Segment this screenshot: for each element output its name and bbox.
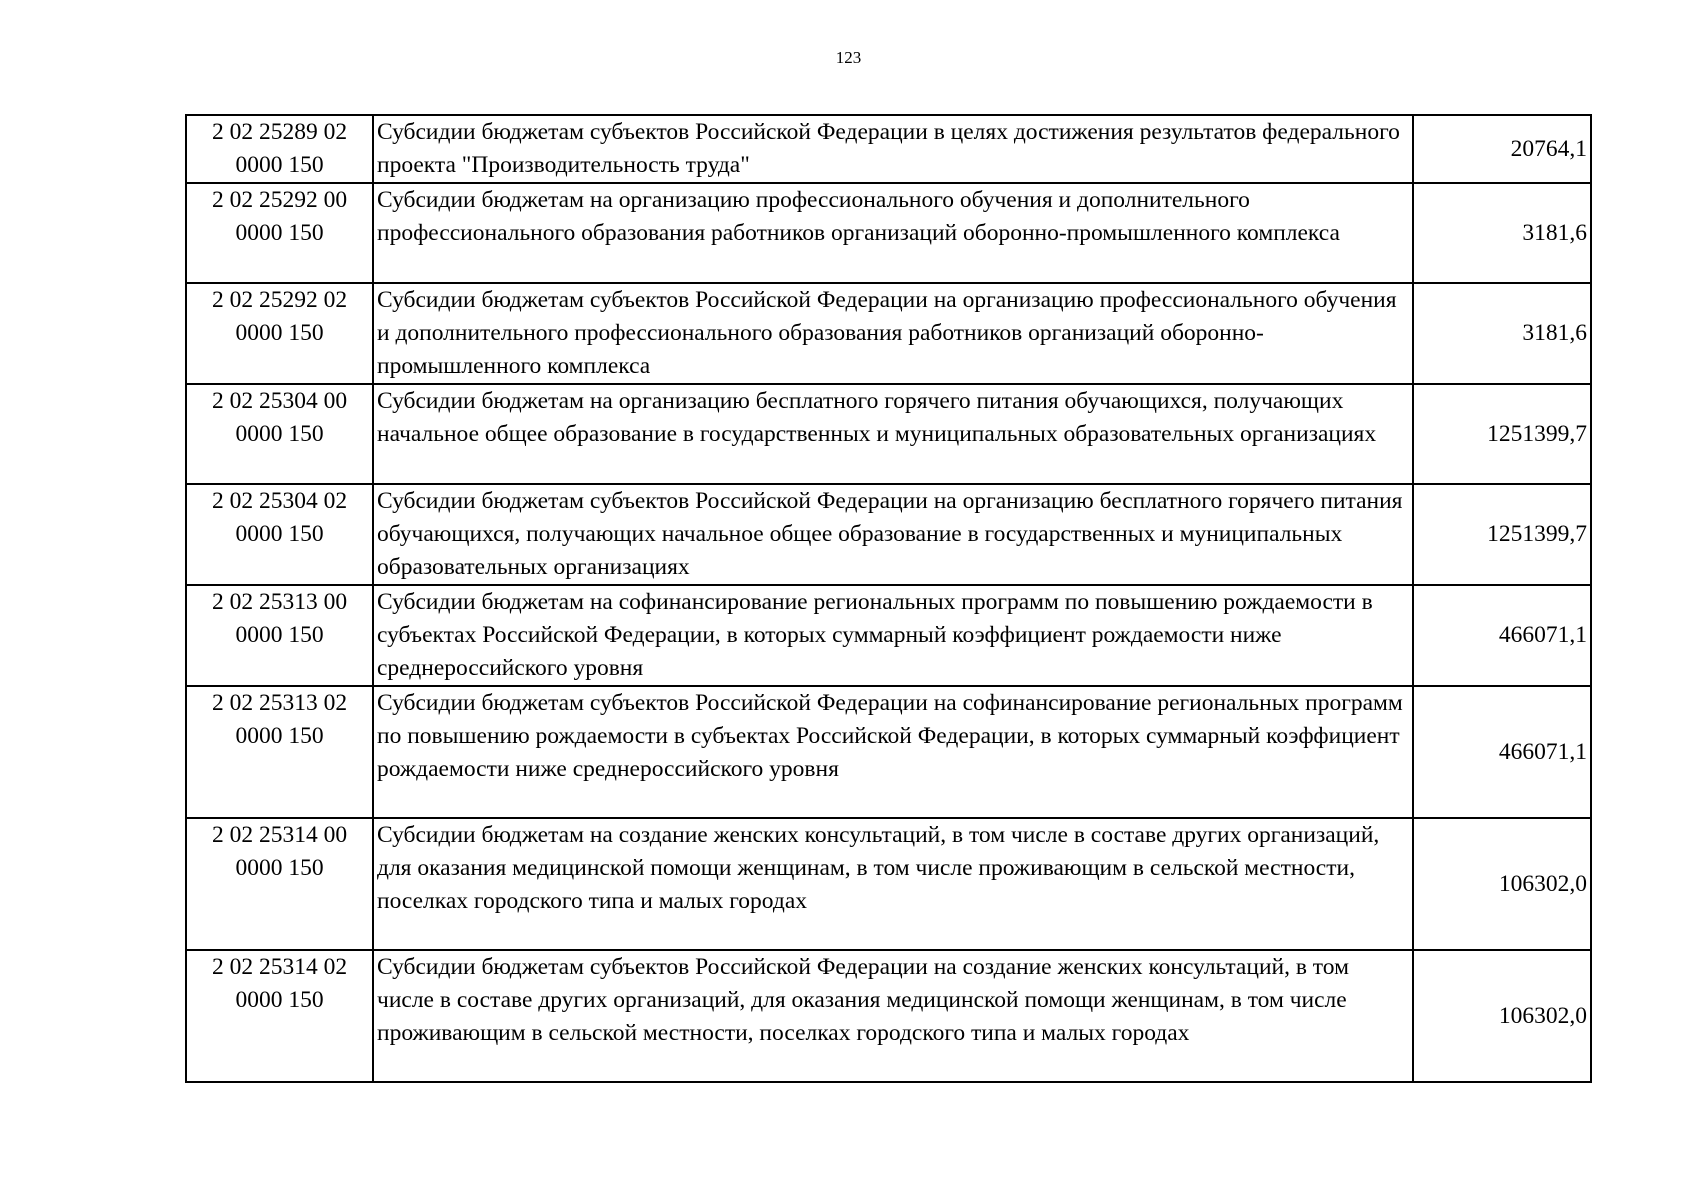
table-row — [186, 283, 1591, 384]
row-amount: 106302,0 — [1413, 818, 1591, 950]
budget-code: 2 02 25292 00 0000 150 — [186, 183, 373, 283]
row-amount: 20764,1 — [1413, 115, 1591, 183]
table-row — [186, 585, 1591, 686]
page-number: 123 — [835, 48, 862, 67]
budget-code: 2 02 25289 02 0000 150 — [186, 115, 373, 183]
row-amount: 106302,0 — [1413, 950, 1591, 1082]
row-amount: 1251399,7 — [1413, 384, 1591, 484]
budget-code: 2 02 25292 02 0000 150 — [186, 283, 373, 384]
table-row — [186, 384, 1591, 484]
table-row — [186, 183, 1591, 283]
row-description: Субсидии бюджетам субъектов Российской Федерации на софинансирование региональных программ по повышению рождаемости в субъектах Российской Федерации, в которых суммарный коэффициент рождаемости ниже среднероссийского уровня — [373, 686, 1413, 818]
row-amount: 466071,1 — [1413, 585, 1591, 686]
row-amount: 3181,6 — [1413, 183, 1591, 283]
row-amount: 466071,1 — [1413, 686, 1591, 818]
budget-code: 2 02 25313 00 0000 150 — [186, 585, 373, 686]
table-row — [186, 115, 1591, 183]
budget-table — [185, 114, 1592, 1083]
row-amount: 3181,6 — [1413, 283, 1591, 384]
row-amount: 1251399,7 — [1413, 484, 1591, 585]
row-description: Субсидии бюджетам на создание женских консультаций, в том числе в составе других организаций, для оказания медицинской помощи женщинам, в том числе проживающим в сельской местности, поселках городского типа и малых городах — [373, 818, 1413, 950]
table-row — [186, 484, 1591, 585]
row-description: Субсидии бюджетам на организацию бесплатного горячего питания обучающихся, получающих начальное общее образование в государственных и муниципальных образовательных организациях — [373, 384, 1413, 484]
table-row — [186, 818, 1591, 950]
row-description: Субсидии бюджетам субъектов Российской Федерации на создание женских консультаций, в том числе в составе других организаций, для оказания медицинской помощи женщинам, в том числе проживающим в сельской местности, поселках городского типа и малых городах — [373, 950, 1413, 1082]
budget-code: 2 02 25314 00 0000 150 — [186, 818, 373, 950]
row-description: Субсидии бюджетам субъектов Российской Федерации на организацию профессионального обучения и дополнительного профессионального образования работников организаций оборонно-промышленного комплекса — [373, 283, 1413, 384]
budget-code: 2 02 25313 02 0000 150 — [186, 686, 373, 818]
budget-code: 2 02 25304 02 0000 150 — [186, 484, 373, 585]
table-row — [186, 950, 1591, 1082]
row-description: Субсидии бюджетам субъектов Российской Федерации на организацию бесплатного горячего питания обучающихся, получающих начальное общее образование в государственных и муниципальных образовательных организациях — [373, 484, 1413, 585]
budget-code: 2 02 25304 00 0000 150 — [186, 384, 373, 484]
row-description: Субсидии бюджетам на организацию профессионального обучения и дополнительного профессионального образования работников организаций оборонно-промышленного комплекса — [373, 183, 1413, 283]
row-description: Субсидии бюджетам на софинансирование региональных программ по повышению рождаемости в субъектах Российской Федерации, в которых суммарный коэффициент рождаемости ниже среднероссийского уровня — [373, 585, 1413, 686]
row-description: Субсидии бюджетам субъектов Российской Федерации в целях достижения результатов федерального проекта "Производительность труда" — [373, 115, 1413, 183]
budget-code: 2 02 25314 02 0000 150 — [186, 950, 373, 1082]
table-row — [186, 686, 1591, 818]
